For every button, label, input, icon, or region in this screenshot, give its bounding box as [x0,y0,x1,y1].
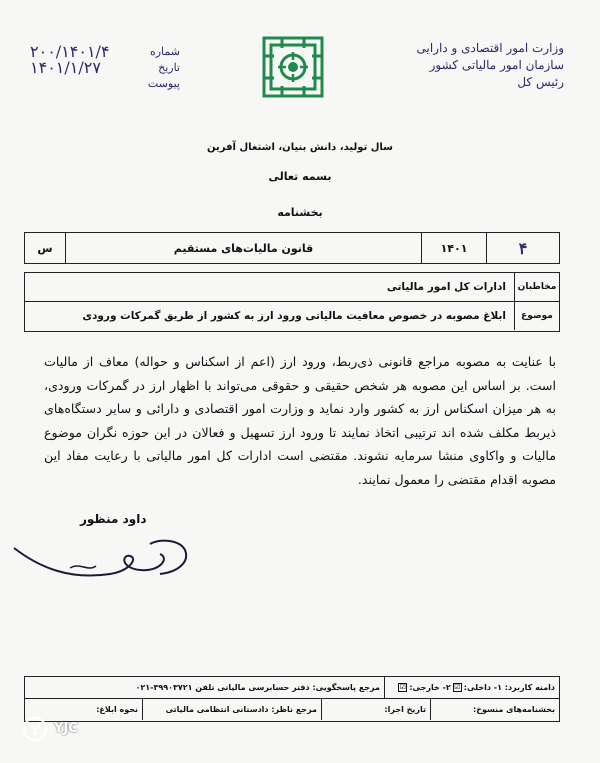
organization-name: سازمان امور مالیاتی کشور [429,58,564,72]
addressee-subject-table [24,272,560,332]
usage-label: دامنه کاربرد: [504,683,555,692]
addressee-label: مخاطبان [514,273,559,301]
body-text: با عنایت به مصوبه مراجع قانونی ذی‌ربط، ورود ارز (اعم از اسکناس و حواله) معاف از مالیات است. بر اساس این مصوبه هر شخص حقیقی و حقوقی می‌تواند با اظهار ارز در گمرکات ورودی، به هر میزان اسکناس ارز به کشور وارد نماید و وزارت امور اقتصادی و دارائی و سایر دستگاه‌های ذیربط مکلف شده اند ترتیبی اتخاذ نمایند تا ورود ارز تسهیل و فعالان در این حوزه نگران موضوع مالیات و واکاوی منشا سرمایه نشوند. مقتضی است ادارات کل امور مالیاتی با رعایت مفاد این مصوبه اقدام مقتضی را معمول نمایند. [44,354,556,487]
ministry-header [414,40,564,91]
abolished-circulars [430,699,559,720]
internal-checkbox: ☑ [454,683,461,691]
circular-code: ۴ [486,233,559,263]
handwritten-signature-icon [10,528,200,588]
signatory-name: داود منظور [80,512,147,526]
yjc-watermark [22,712,108,746]
circular-year: ۱۴۰۱ [421,233,486,263]
response-ref-value: دفتر حسابرسی مالیاتی تلفن ۳۹۹۰۳۷۲۱-۰۲۱ [135,683,310,692]
usage-scope [384,677,559,698]
classification-letter: س [37,241,53,255]
subject-row [25,302,559,330]
date-label: تاریخ [158,61,180,74]
external-checkbox: ☑ [399,683,406,691]
attachment-label: پیوست [147,77,180,90]
circular-meta-table [24,232,560,264]
letter-date: ۱۴۰۱/۱/۲۷ [30,58,101,77]
external-option: ۲- خارجی: [409,683,451,692]
abolished-label: بخشنامه‌های منسوخ: [473,705,555,714]
number-label: شماره [149,45,180,58]
response-reference [25,677,384,698]
letter-number: ۲۰۰/۱۴۰۱/۴ [30,42,110,61]
document-type: بخشنامه [277,206,323,219]
addressee-value: ادارات کل امور مالیاتی [386,281,506,293]
subject-value: ابلاغ مصوبه در خصوص معافیت مالیاتی ورود ارز به کشور از طریق گمرکات ورودی [82,310,506,322]
footer-row-1 [25,677,559,699]
supervisor-label: مرجع ناظر: [271,705,317,714]
watermark-text: YJC [54,721,78,736]
year-slogan: سال تولید، دانش بنیان، اشتغال آفرین [207,142,393,153]
internal-option: ۱- داخلی: [463,683,502,692]
letter-meta [30,44,180,92]
head-title: رئیس کل [517,75,564,89]
tax-organization-logo-icon [262,36,324,98]
response-ref-label: مرجع پاسخگویی: [312,683,380,692]
addressee-row [25,273,559,302]
yjc-logo-icon [22,716,48,742]
subject-label: موضوع [514,302,559,330]
supervisor-reference [142,699,321,720]
ministry-name: وزارت امور اقتصادی و دارایی [416,41,564,55]
law-name: قانون مالیات‌های مستقیم [65,233,421,263]
supervisor-value: دادستانی انتظامی مالیاتی [165,705,269,714]
notice-label: نحوه ابلاغ: [96,705,138,714]
exec-date-label: تاریخ اجرا: [384,705,426,714]
execution-date [321,699,430,720]
basmala: بسمه تعالی [268,170,332,183]
